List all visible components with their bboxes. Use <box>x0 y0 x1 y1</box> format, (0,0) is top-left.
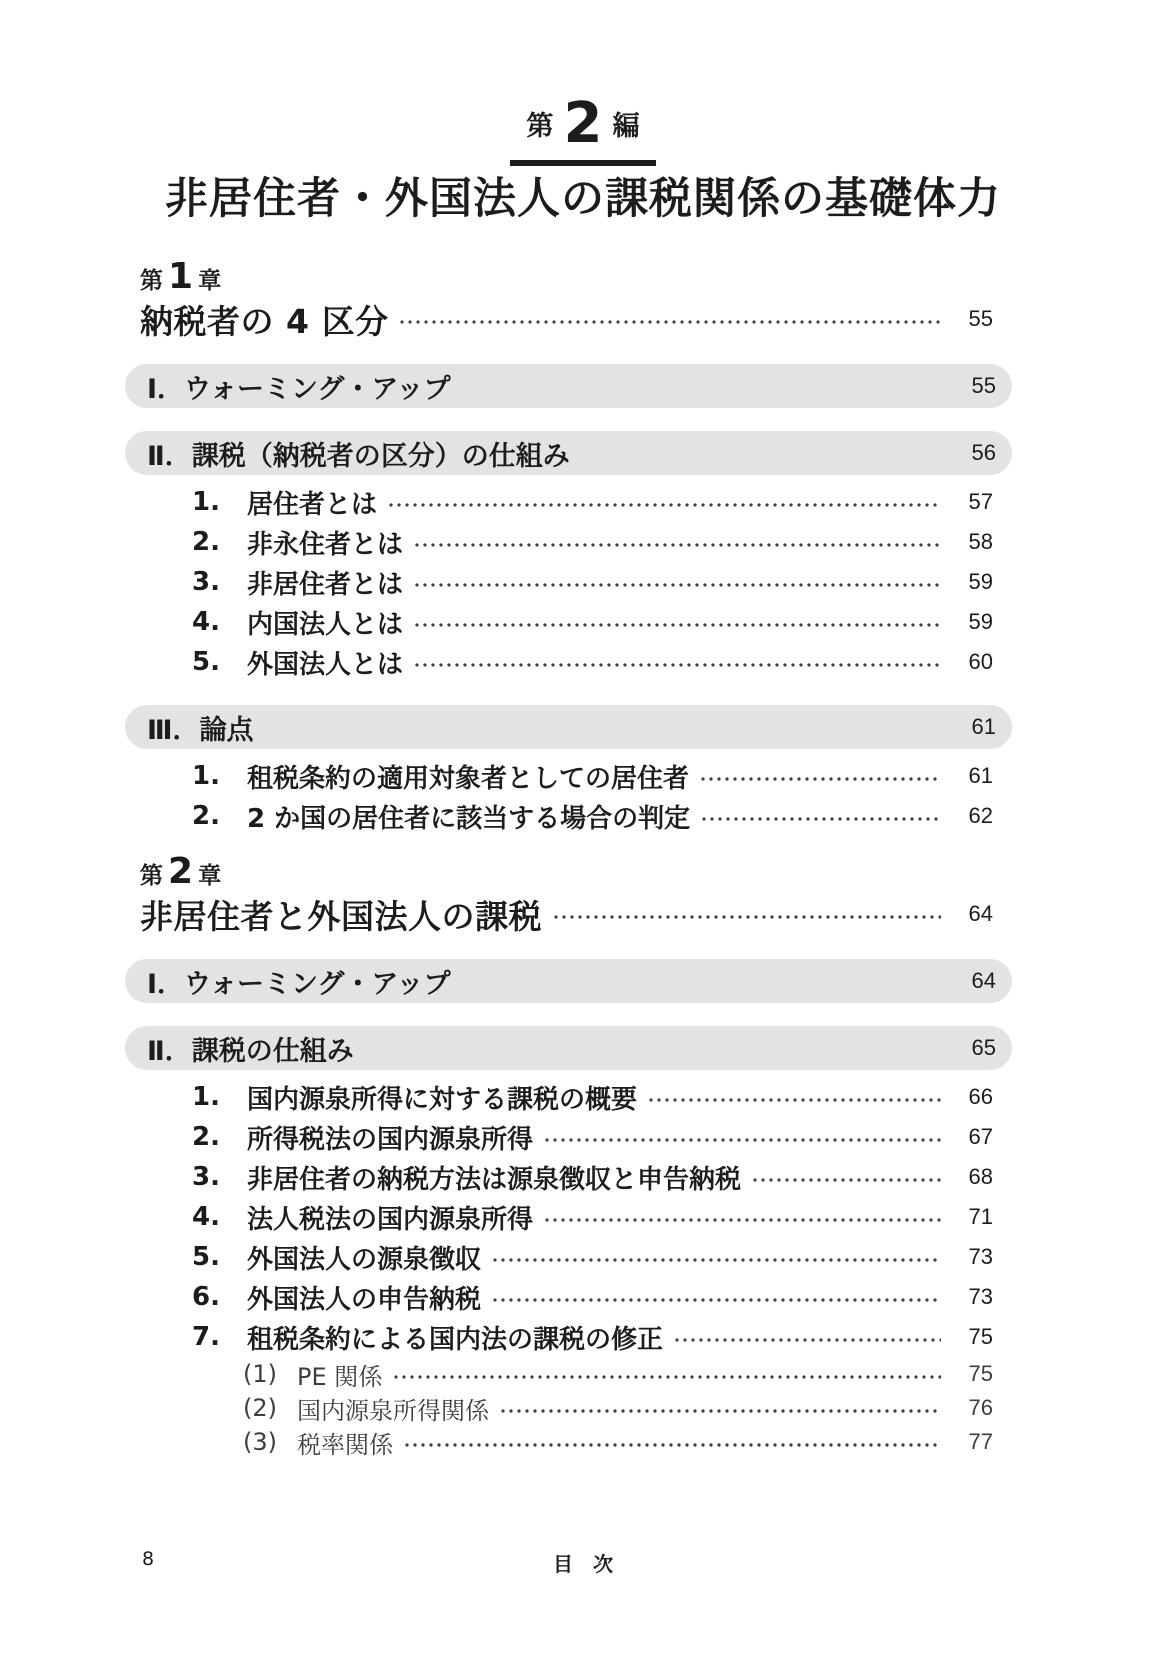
section-numeral: Ⅱ． <box>147 440 192 472</box>
section-title: 課税（納税者の区分）の仕組み <box>191 440 570 472</box>
part-label-prefix: 第 <box>526 110 554 142</box>
item-number: 3. <box>192 567 220 598</box>
dotted-leader <box>673 1337 941 1343</box>
chapter-label-prefix: 第 <box>140 268 163 295</box>
toc-item-row <box>140 482 993 522</box>
dotted-leader <box>403 1442 941 1448</box>
section-heading-label <box>147 434 972 473</box>
item-title: 外国法人の申告納税 <box>247 1284 482 1315</box>
toc-item-row <box>140 756 993 796</box>
chapter-label-number: 1 <box>168 256 194 298</box>
section-numeral: Ⅰ． <box>147 968 185 1000</box>
item-title: 非居住者の納税方法は源泉徴収と申告納税 <box>247 1164 742 1195</box>
page-number: 73 <box>968 1284 993 1310</box>
item-title: 所得税法の国内源泉所得 <box>247 1124 534 1155</box>
subitem-number: (2) <box>243 1394 277 1423</box>
subitem-title: 税率関係 <box>297 1430 393 1459</box>
dotted-leader <box>413 582 941 588</box>
chapter-title: 納税者の 4 区分 <box>140 301 389 341</box>
section-numeral: Ⅱ． <box>147 1035 192 1067</box>
item-title: 内国法人とは <box>247 609 404 640</box>
dotted-leader <box>499 1408 941 1414</box>
toc-item-row <box>140 522 993 562</box>
page-number: 68 <box>968 1164 993 1190</box>
item-number: 5. <box>192 1242 220 1273</box>
item-number: 2. <box>192 527 220 558</box>
section-title: 論点 <box>199 714 254 746</box>
chapter-label-suffix: 章 <box>198 268 222 295</box>
page-number: 60 <box>968 649 993 675</box>
dotted-leader <box>700 816 941 822</box>
section-numeral: Ⅰ． <box>147 373 185 405</box>
chapter-label <box>140 851 993 893</box>
page-number: 65 <box>971 1035 996 1061</box>
subitem-title: 国内源泉所得関係 <box>297 1396 489 1425</box>
section-title: ウォーミング・アップ <box>184 373 451 405</box>
toc-subitem-row <box>140 1391 993 1425</box>
item-title: 非永住者とは <box>247 529 404 560</box>
part-label <box>0 91 1166 156</box>
section-title: ウォーミング・アップ <box>184 968 451 1000</box>
page-number: 66 <box>968 1084 993 1110</box>
toc-subitem-row <box>140 1425 993 1459</box>
item-title: 居住者とは <box>247 489 378 520</box>
item-number: 1. <box>192 487 220 518</box>
dotted-leader <box>699 776 941 782</box>
section-heading-bar <box>125 1026 1012 1070</box>
page-footer <box>140 1548 1026 1576</box>
chapter <box>140 256 996 836</box>
toc-item-row <box>140 602 993 642</box>
dotted-leader <box>543 1217 941 1223</box>
chapter-title: 非居住者と外国法人の課税 <box>140 896 542 936</box>
section-numeral: Ⅲ． <box>147 714 200 746</box>
chapter-title-row <box>140 892 993 936</box>
chapter-label <box>140 256 993 298</box>
toc-item-row <box>140 642 993 682</box>
chapter-label-prefix: 第 <box>140 863 163 890</box>
dotted-leader <box>647 1097 941 1103</box>
item-title: 租税条約による国内法の課税の修正 <box>247 1324 664 1355</box>
dotted-leader <box>398 319 941 325</box>
page-number: 61 <box>968 763 993 789</box>
item-title: 外国法人の源泉徴収 <box>247 1244 482 1275</box>
chapter-title-row <box>140 297 993 341</box>
dotted-leader <box>413 662 941 668</box>
dotted-leader <box>491 1297 941 1303</box>
subitem-number: (3) <box>243 1428 277 1457</box>
part-label-suffix: 編 <box>612 110 640 142</box>
dotted-leader <box>387 502 941 508</box>
subitem-number: (1) <box>243 1360 277 1389</box>
item-title: 非居住者とは <box>247 569 404 600</box>
dotted-leader <box>413 622 941 628</box>
item-title: 外国法人とは <box>247 649 404 680</box>
part-header <box>0 0 1166 223</box>
toc-item-row <box>140 1157 993 1197</box>
dotted-leader <box>751 1177 941 1183</box>
item-number: 1. <box>192 1082 220 1113</box>
section-heading-label <box>147 708 972 747</box>
toc-item-row <box>140 1077 993 1117</box>
item-number: 6. <box>192 1282 220 1313</box>
section-title: 課税の仕組み <box>191 1035 354 1067</box>
section-heading-label <box>147 962 972 1001</box>
page-number: 71 <box>968 1204 993 1230</box>
page-number: 64 <box>968 901 993 927</box>
section-items <box>140 756 993 836</box>
toc-item-row <box>140 1237 993 1277</box>
page-number: 75 <box>968 1324 993 1350</box>
section-heading-label <box>147 367 972 406</box>
toc-item-row <box>140 1317 993 1357</box>
item-number: 4. <box>192 1202 220 1233</box>
page-number: 62 <box>968 803 993 829</box>
toc-item-row <box>140 796 993 836</box>
section-items <box>140 1077 993 1459</box>
footer-center-label: 目 次 <box>553 1552 613 1576</box>
toc-subitem-row <box>140 1357 993 1391</box>
section-heading-label <box>147 1029 972 1068</box>
footer-page-number: 8 <box>142 1548 155 1570</box>
dotted-leader <box>392 1374 941 1380</box>
item-title: 2 か国の居住者に該当する場合の判定 <box>247 803 691 834</box>
chapter-label-number: 2 <box>168 851 194 893</box>
item-number: 4. <box>192 607 220 638</box>
item-number: 3. <box>192 1162 220 1193</box>
section-heading-bar <box>125 364 1012 408</box>
item-number: 7. <box>192 1322 220 1353</box>
item-number: 1. <box>192 761 220 792</box>
page-number: 55 <box>968 306 993 332</box>
section-heading-bar <box>125 705 1012 749</box>
dotted-leader <box>543 1137 941 1143</box>
page-number: 55 <box>971 373 996 399</box>
toc-content <box>140 256 996 1459</box>
toc-item-row <box>140 1117 993 1157</box>
section-items <box>140 482 993 682</box>
page-number: 57 <box>968 489 993 515</box>
subitem-title: PE 関係 <box>297 1362 383 1391</box>
page-number: 56 <box>971 440 996 466</box>
toc-item-row <box>140 1277 993 1317</box>
chapter-label-suffix: 章 <box>198 863 222 890</box>
page-number: 58 <box>968 529 993 555</box>
dotted-leader <box>552 914 941 920</box>
item-title: 法人税法の国内源泉所得 <box>247 1204 534 1235</box>
page-number: 73 <box>968 1244 993 1270</box>
page-number: 77 <box>968 1429 993 1455</box>
page-number: 64 <box>971 968 996 994</box>
section-heading-bar <box>125 959 1012 1003</box>
part-underline-rule <box>510 160 656 166</box>
item-title: 租税条約の適用対象者としての居住者 <box>247 763 690 794</box>
toc-item-row <box>140 562 993 602</box>
dotted-leader <box>491 1257 941 1263</box>
page-number: 67 <box>968 1124 993 1150</box>
toc-item-row <box>140 1197 993 1237</box>
item-number: 5. <box>192 647 220 678</box>
section-heading-bar <box>125 431 1012 475</box>
item-title: 国内源泉所得に対する課税の概要 <box>247 1084 638 1115</box>
page-number: 61 <box>971 714 996 740</box>
chapter <box>140 851 996 1459</box>
dotted-leader <box>413 542 941 548</box>
page-number: 76 <box>968 1395 993 1421</box>
item-number: 2. <box>192 801 220 832</box>
item-number: 2. <box>192 1122 220 1153</box>
part-title: 非居住者・外国法人の課税関係の基礎体力 <box>165 174 1001 224</box>
part-label-number: 2 <box>563 91 603 156</box>
page-number: 59 <box>968 569 993 595</box>
page-number: 75 <box>968 1361 993 1387</box>
page-number: 59 <box>968 609 993 635</box>
